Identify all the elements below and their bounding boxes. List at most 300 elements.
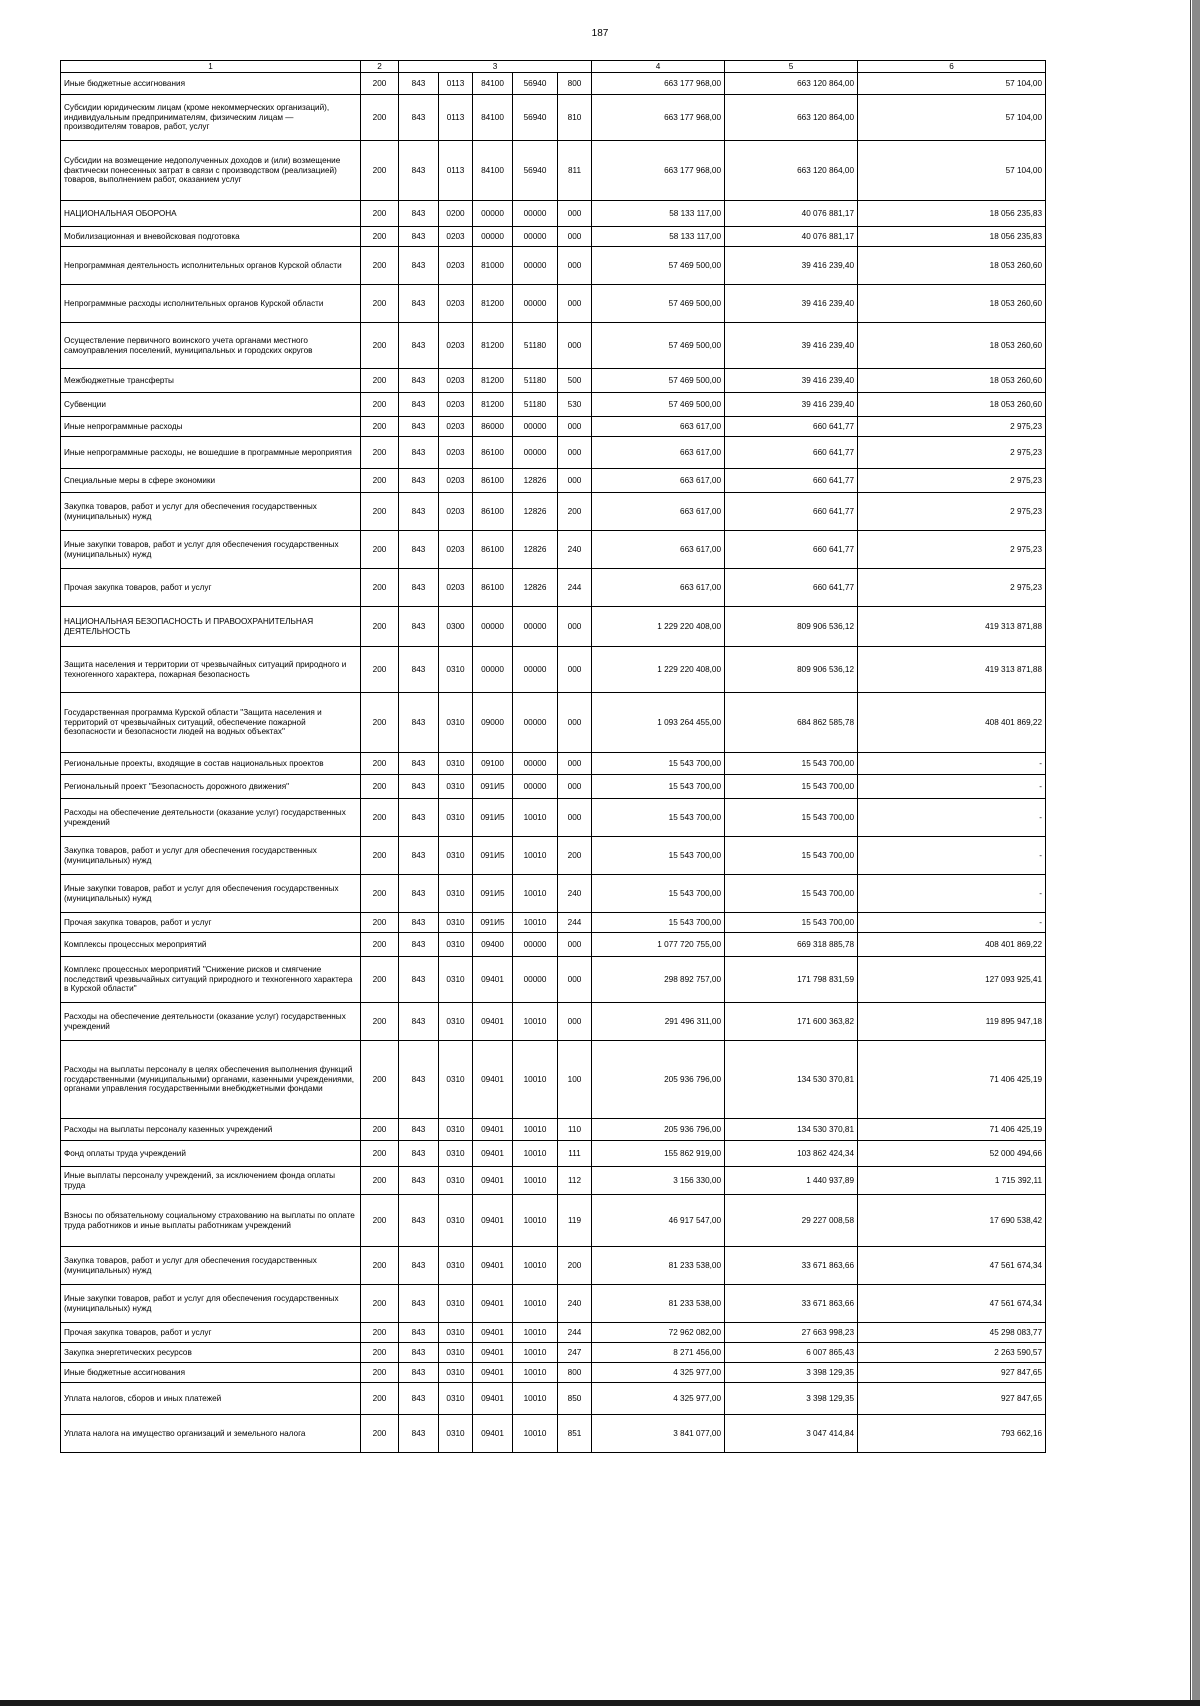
cell-v5: 663 120 864,00 xyxy=(725,73,858,95)
header-col-4: 4 xyxy=(592,61,725,73)
cell-ved: 843 xyxy=(399,1247,439,1285)
cell-rz: 0310 xyxy=(439,875,473,913)
cell-name: Специальные меры в сфере экономики xyxy=(61,469,361,493)
cell-cs1: 091И5 xyxy=(473,799,513,837)
cell-ved: 843 xyxy=(399,201,439,227)
cell-cs2: 10010 xyxy=(513,1383,558,1415)
cell-name: Субсидии юридическим лицам (кроме некоммерческих организаций), индивидуальным предпринимателям, физическим лицам — производителям товаров, работ, услуг xyxy=(61,95,361,141)
cell-rz: 0310 xyxy=(439,1415,473,1453)
cell-name: Осуществление первичного воинского учета органами местного самоуправления поселений, муниципальных и городских округов xyxy=(61,323,361,369)
cell-v5: 103 862 424,34 xyxy=(725,1141,858,1167)
cell-v6: 52 000 494,66 xyxy=(858,1141,1046,1167)
cell-c2: 200 xyxy=(361,1119,399,1141)
cell-v6: 47 561 674,34 xyxy=(858,1285,1046,1323)
cell-v4: 1 077 720 755,00 xyxy=(592,933,725,957)
cell-c2: 200 xyxy=(361,569,399,607)
cell-cs2: 10010 xyxy=(513,837,558,875)
table-row xyxy=(61,393,1046,417)
cell-vr: 244 xyxy=(558,569,592,607)
cell-v6: 419 313 871,88 xyxy=(858,607,1046,647)
cell-rz: 0203 xyxy=(439,323,473,369)
table-row xyxy=(61,647,1046,693)
cell-v4: 663 617,00 xyxy=(592,437,725,469)
cell-v5: 40 076 881,17 xyxy=(725,201,858,227)
cell-ved: 843 xyxy=(399,323,439,369)
cell-v6: 2 975,23 xyxy=(858,569,1046,607)
table-row xyxy=(61,753,1046,775)
cell-vr: 200 xyxy=(558,1247,592,1285)
table-row xyxy=(61,1415,1046,1453)
cell-v5: 660 641,77 xyxy=(725,437,858,469)
cell-c2: 200 xyxy=(361,837,399,875)
cell-vr: 200 xyxy=(558,837,592,875)
cell-ved: 843 xyxy=(399,493,439,531)
cell-v6: 127 093 925,41 xyxy=(858,957,1046,1003)
cell-vr: 240 xyxy=(558,531,592,569)
cell-cs1: 84100 xyxy=(473,73,513,95)
cell-v4: 3 156 330,00 xyxy=(592,1167,725,1195)
cell-cs1: 00000 xyxy=(473,647,513,693)
cell-v5: 15 543 700,00 xyxy=(725,875,858,913)
cell-c2: 200 xyxy=(361,1247,399,1285)
cell-cs2: 10010 xyxy=(513,1323,558,1343)
cell-v6: 17 690 538,42 xyxy=(858,1195,1046,1247)
cell-v6: - xyxy=(858,753,1046,775)
cell-v6: 2 975,23 xyxy=(858,531,1046,569)
cell-cs1: 09401 xyxy=(473,1343,513,1363)
cell-v5: 171 798 831,59 xyxy=(725,957,858,1003)
cell-v4: 72 962 082,00 xyxy=(592,1323,725,1343)
scan-edge-bar xyxy=(1192,0,1200,1706)
cell-v4: 57 469 500,00 xyxy=(592,323,725,369)
cell-rz: 0310 xyxy=(439,1247,473,1285)
cell-cs1: 86000 xyxy=(473,417,513,437)
cell-ved: 843 xyxy=(399,607,439,647)
cell-v4: 57 469 500,00 xyxy=(592,247,725,285)
cell-v5: 33 671 863,66 xyxy=(725,1285,858,1323)
cell-cs2: 00000 xyxy=(513,227,558,247)
table-row xyxy=(61,531,1046,569)
cell-v4: 155 862 919,00 xyxy=(592,1141,725,1167)
cell-v4: 3 841 077,00 xyxy=(592,1415,725,1453)
cell-cs1: 00000 xyxy=(473,607,513,647)
cell-v5: 660 641,77 xyxy=(725,531,858,569)
cell-c2: 200 xyxy=(361,531,399,569)
cell-name: Расходы на обеспечение деятельности (оказание услуг) государственных учреждений xyxy=(61,1003,361,1041)
cell-ved: 843 xyxy=(399,1119,439,1141)
cell-name: Закупка товаров, работ и услуг для обеспечения государственных (муниципальных) нужд xyxy=(61,493,361,531)
cell-rz: 0310 xyxy=(439,1363,473,1383)
table-row xyxy=(61,569,1046,607)
cell-ved: 843 xyxy=(399,1285,439,1323)
cell-cs2: 00000 xyxy=(513,417,558,437)
cell-v5: 15 543 700,00 xyxy=(725,775,858,799)
cell-cs2: 00000 xyxy=(513,933,558,957)
cell-cs2: 00000 xyxy=(513,437,558,469)
cell-v4: 15 543 700,00 xyxy=(592,913,725,933)
table-row xyxy=(61,417,1046,437)
cell-cs1: 81200 xyxy=(473,393,513,417)
cell-name: Иные непрограммные расходы, не вошедшие в программные мероприятия xyxy=(61,437,361,469)
cell-v5: 15 543 700,00 xyxy=(725,753,858,775)
cell-v6: 2 975,23 xyxy=(858,417,1046,437)
cell-c2: 200 xyxy=(361,933,399,957)
table-row xyxy=(61,775,1046,799)
cell-cs2: 00000 xyxy=(513,285,558,323)
cell-v5: 663 120 864,00 xyxy=(725,141,858,201)
table-row xyxy=(61,1141,1046,1167)
cell-cs2: 00000 xyxy=(513,607,558,647)
table-row xyxy=(61,837,1046,875)
cell-ved: 843 xyxy=(399,141,439,201)
cell-ved: 843 xyxy=(399,693,439,753)
cell-name: Прочая закупка товаров, работ и услуг xyxy=(61,1323,361,1343)
cell-v5: 3 047 414,84 xyxy=(725,1415,858,1453)
cell-rz: 0113 xyxy=(439,141,473,201)
cell-cs2: 10010 xyxy=(513,1285,558,1323)
cell-cs1: 86100 xyxy=(473,437,513,469)
cell-cs1: 09401 xyxy=(473,1247,513,1285)
table-row xyxy=(61,875,1046,913)
cell-rz: 0310 xyxy=(439,1141,473,1167)
cell-cs2: 10010 xyxy=(513,1003,558,1041)
header-col-2: 2 xyxy=(361,61,399,73)
cell-vr: 244 xyxy=(558,913,592,933)
cell-cs1: 091И5 xyxy=(473,913,513,933)
cell-ved: 843 xyxy=(399,933,439,957)
cell-ved: 843 xyxy=(399,95,439,141)
cell-vr: 800 xyxy=(558,73,592,95)
cell-cs2: 12826 xyxy=(513,469,558,493)
table-row xyxy=(61,1285,1046,1323)
cell-cs2: 00000 xyxy=(513,693,558,753)
cell-v5: 15 543 700,00 xyxy=(725,913,858,933)
cell-v6: - xyxy=(858,875,1046,913)
cell-c2: 200 xyxy=(361,493,399,531)
table-row xyxy=(61,285,1046,323)
cell-rz: 0203 xyxy=(439,569,473,607)
cell-name: Региональный проект "Безопасность дорожного движения" xyxy=(61,775,361,799)
table-row xyxy=(61,73,1046,95)
cell-v6: - xyxy=(858,775,1046,799)
cell-v6: 18 056 235,83 xyxy=(858,227,1046,247)
cell-cs1: 09401 xyxy=(473,1323,513,1343)
cell-v5: 669 318 885,78 xyxy=(725,933,858,957)
cell-rz: 0310 xyxy=(439,1195,473,1247)
cell-v4: 4 325 977,00 xyxy=(592,1363,725,1383)
cell-c2: 200 xyxy=(361,469,399,493)
cell-cs2: 12826 xyxy=(513,531,558,569)
cell-cs1: 81200 xyxy=(473,323,513,369)
cell-ved: 843 xyxy=(399,1323,439,1343)
cell-v6: 71 406 425,19 xyxy=(858,1119,1046,1141)
cell-cs1: 091И5 xyxy=(473,875,513,913)
cell-name: Закупка товаров, работ и услуг для обеспечения государственных (муниципальных) нужд xyxy=(61,1247,361,1285)
table-row xyxy=(61,957,1046,1003)
cell-c2: 200 xyxy=(361,323,399,369)
cell-ved: 843 xyxy=(399,227,439,247)
cell-rz: 0310 xyxy=(439,1119,473,1141)
cell-vr: 110 xyxy=(558,1119,592,1141)
cell-v4: 663 177 968,00 xyxy=(592,95,725,141)
cell-c2: 200 xyxy=(361,1343,399,1363)
cell-v4: 205 936 796,00 xyxy=(592,1041,725,1119)
cell-v5: 15 543 700,00 xyxy=(725,837,858,875)
cell-v4: 663 617,00 xyxy=(592,569,725,607)
cell-rz: 0310 xyxy=(439,1383,473,1415)
cell-ved: 843 xyxy=(399,875,439,913)
cell-c2: 200 xyxy=(361,1285,399,1323)
cell-v4: 1 093 264 455,00 xyxy=(592,693,725,753)
table-row xyxy=(61,369,1046,393)
cell-cs2: 10010 xyxy=(513,1415,558,1453)
cell-cs1: 86100 xyxy=(473,493,513,531)
cell-c2: 200 xyxy=(361,753,399,775)
cell-v6: 57 104,00 xyxy=(858,141,1046,201)
cell-cs2: 56940 xyxy=(513,141,558,201)
table-row xyxy=(61,469,1046,493)
cell-cs2: 56940 xyxy=(513,73,558,95)
table-row xyxy=(61,95,1046,141)
cell-c2: 200 xyxy=(361,775,399,799)
cell-v6: 119 895 947,18 xyxy=(858,1003,1046,1041)
table-row xyxy=(61,1383,1046,1415)
cell-v6: 18 053 260,60 xyxy=(858,393,1046,417)
cell-rz: 0310 xyxy=(439,1323,473,1343)
cell-rz: 0310 xyxy=(439,1003,473,1041)
cell-rz: 0203 xyxy=(439,227,473,247)
cell-v5: 3 398 129,35 xyxy=(725,1363,858,1383)
cell-rz: 0203 xyxy=(439,247,473,285)
cell-v6: 71 406 425,19 xyxy=(858,1041,1046,1119)
table-row xyxy=(61,227,1046,247)
cell-v4: 58 133 117,00 xyxy=(592,201,725,227)
cell-cs1: 81200 xyxy=(473,369,513,393)
cell-rz: 0310 xyxy=(439,913,473,933)
cell-rz: 0310 xyxy=(439,647,473,693)
cell-rz: 0300 xyxy=(439,607,473,647)
cell-cs1: 09401 xyxy=(473,1415,513,1453)
cell-ved: 843 xyxy=(399,437,439,469)
cell-v5: 40 076 881,17 xyxy=(725,227,858,247)
cell-v5: 33 671 863,66 xyxy=(725,1247,858,1285)
table-row xyxy=(61,1363,1046,1383)
cell-cs2: 10010 xyxy=(513,1363,558,1383)
cell-v6: 47 561 674,34 xyxy=(858,1247,1046,1285)
cell-v6: 18 053 260,60 xyxy=(858,285,1046,323)
cell-name: Иные выплаты персоналу учреждений, за исключением фонда оплаты труда xyxy=(61,1167,361,1195)
cell-c2: 200 xyxy=(361,1323,399,1343)
cell-cs2: 10010 xyxy=(513,1247,558,1285)
cell-v5: 660 641,77 xyxy=(725,493,858,531)
cell-name: Иные закупки товаров, работ и услуг для обеспечения государственных (муниципальных) нужд xyxy=(61,531,361,569)
cell-c2: 200 xyxy=(361,799,399,837)
cell-cs1: 84100 xyxy=(473,95,513,141)
cell-rz: 0113 xyxy=(439,73,473,95)
cell-cs1: 81200 xyxy=(473,285,513,323)
cell-vr: 000 xyxy=(558,1003,592,1041)
table-row xyxy=(61,607,1046,647)
cell-vr: 247 xyxy=(558,1343,592,1363)
cell-c2: 200 xyxy=(361,369,399,393)
cell-cs1: 091И5 xyxy=(473,837,513,875)
cell-rz: 0203 xyxy=(439,531,473,569)
cell-c2: 200 xyxy=(361,1167,399,1195)
cell-vr: 240 xyxy=(558,875,592,913)
cell-ved: 843 xyxy=(399,1195,439,1247)
cell-v4: 663 617,00 xyxy=(592,531,725,569)
cell-cs2: 10010 xyxy=(513,913,558,933)
cell-name: Расходы на выплаты персоналу казенных учреждений xyxy=(61,1119,361,1141)
cell-c2: 200 xyxy=(361,1363,399,1383)
cell-rz: 0310 xyxy=(439,753,473,775)
cell-c2: 200 xyxy=(361,693,399,753)
cell-vr: 119 xyxy=(558,1195,592,1247)
cell-ved: 843 xyxy=(399,73,439,95)
cell-name: Государственная программа Курской области "Защита населения и территорий от чрезвычайных ситуаций, обеспечение пожарной безопасности и безопасности людей на водных объектах" xyxy=(61,693,361,753)
cell-c2: 200 xyxy=(361,1195,399,1247)
cell-rz: 0113 xyxy=(439,95,473,141)
cell-vr: 000 xyxy=(558,201,592,227)
cell-v4: 15 543 700,00 xyxy=(592,875,725,913)
cell-cs2: 56940 xyxy=(513,95,558,141)
table-row xyxy=(61,1167,1046,1195)
cell-vr: 244 xyxy=(558,1323,592,1343)
cell-ved: 843 xyxy=(399,393,439,417)
cell-v6: 45 298 083,77 xyxy=(858,1323,1046,1343)
cell-vr: 851 xyxy=(558,1415,592,1453)
cell-v5: 809 906 536,12 xyxy=(725,647,858,693)
cell-c2: 200 xyxy=(361,95,399,141)
cell-v6: 57 104,00 xyxy=(858,73,1046,95)
cell-v4: 4 325 977,00 xyxy=(592,1383,725,1415)
cell-cs2: 00000 xyxy=(513,753,558,775)
cell-v6: - xyxy=(858,799,1046,837)
cell-vr: 000 xyxy=(558,933,592,957)
cell-c2: 200 xyxy=(361,1415,399,1453)
cell-cs2: 51180 xyxy=(513,323,558,369)
cell-name: Иные непрограммные расходы xyxy=(61,417,361,437)
cell-v6: 18 053 260,60 xyxy=(858,323,1046,369)
table-row xyxy=(61,933,1046,957)
cell-v5: 39 416 239,40 xyxy=(725,285,858,323)
cell-v6: 2 263 590,57 xyxy=(858,1343,1046,1363)
cell-c2: 200 xyxy=(361,1141,399,1167)
cell-name: Закупка энергетических ресурсов xyxy=(61,1343,361,1363)
cell-name: НАЦИОНАЛЬНАЯ ОБОРОНА xyxy=(61,201,361,227)
cell-cs2: 10010 xyxy=(513,875,558,913)
cell-ved: 843 xyxy=(399,957,439,1003)
cell-vr: 000 xyxy=(558,285,592,323)
cell-v5: 15 543 700,00 xyxy=(725,799,858,837)
cell-v5: 660 641,77 xyxy=(725,469,858,493)
cell-v4: 46 917 547,00 xyxy=(592,1195,725,1247)
table-row xyxy=(61,693,1046,753)
cell-v4: 15 543 700,00 xyxy=(592,837,725,875)
cell-vr: 000 xyxy=(558,247,592,285)
cell-rz: 0203 xyxy=(439,369,473,393)
scan-bottom-bar xyxy=(0,1700,1200,1706)
cell-c2: 200 xyxy=(361,607,399,647)
cell-v4: 57 469 500,00 xyxy=(592,285,725,323)
cell-cs1: 091И5 xyxy=(473,775,513,799)
cell-vr: 000 xyxy=(558,417,592,437)
cell-cs1: 09401 xyxy=(473,1119,513,1141)
cell-vr: 850 xyxy=(558,1383,592,1415)
table-row xyxy=(61,1119,1046,1141)
cell-ved: 843 xyxy=(399,417,439,437)
cell-cs2: 00000 xyxy=(513,247,558,285)
cell-name: Уплата налога на имущество организаций и земельного налога xyxy=(61,1415,361,1453)
cell-cs2: 10010 xyxy=(513,1343,558,1363)
cell-vr: 000 xyxy=(558,957,592,1003)
cell-name: Взносы по обязательному социальному страхованию на выплаты по оплате труда работников и иные выплаты работникам учреждений xyxy=(61,1195,361,1247)
cell-ved: 843 xyxy=(399,1383,439,1415)
cell-name: Непрограммные расходы исполнительных органов Курской области xyxy=(61,285,361,323)
cell-v4: 81 233 538,00 xyxy=(592,1285,725,1323)
table-row xyxy=(61,1323,1046,1343)
cell-name: Иные закупки товаров, работ и услуг для обеспечения государственных (муниципальных) нужд xyxy=(61,875,361,913)
cell-v6: 18 056 235,83 xyxy=(858,201,1046,227)
cell-c2: 200 xyxy=(361,875,399,913)
cell-vr: 000 xyxy=(558,227,592,247)
cell-v4: 663 177 968,00 xyxy=(592,73,725,95)
cell-v5: 171 600 363,82 xyxy=(725,1003,858,1041)
cell-name: Расходы на обеспечение деятельности (оказание услуг) государственных учреждений xyxy=(61,799,361,837)
cell-name: Расходы на выплаты персоналу в целях обеспечения выполнения функций государственными (муниципальными) органами, казенными учреждениями, органами управления государственными внебюджетными фондами xyxy=(61,1041,361,1119)
cell-v4: 8 271 456,00 xyxy=(592,1343,725,1363)
cell-v4: 15 543 700,00 xyxy=(592,799,725,837)
cell-v5: 3 398 129,35 xyxy=(725,1383,858,1415)
cell-v5: 134 530 370,81 xyxy=(725,1041,858,1119)
cell-v6: 2 975,23 xyxy=(858,437,1046,469)
cell-c2: 200 xyxy=(361,1383,399,1415)
cell-cs1: 09400 xyxy=(473,933,513,957)
cell-name: Прочая закупка товаров, работ и услуг xyxy=(61,913,361,933)
header-row xyxy=(61,61,1046,73)
cell-vr: 000 xyxy=(558,607,592,647)
cell-cs2: 51180 xyxy=(513,393,558,417)
cell-name: Закупка товаров, работ и услуг для обеспечения государственных (муниципальных) нужд xyxy=(61,837,361,875)
cell-v4: 663 617,00 xyxy=(592,417,725,437)
cell-rz: 0310 xyxy=(439,1041,473,1119)
cell-v4: 15 543 700,00 xyxy=(592,775,725,799)
cell-ved: 843 xyxy=(399,1415,439,1453)
cell-cs1: 09000 xyxy=(473,693,513,753)
cell-c2: 200 xyxy=(361,247,399,285)
cell-vr: 000 xyxy=(558,469,592,493)
cell-rz: 0310 xyxy=(439,1285,473,1323)
header-col-3: 3 xyxy=(399,61,592,73)
cell-c2: 200 xyxy=(361,647,399,693)
table-row xyxy=(61,141,1046,201)
scan-edge-line xyxy=(1190,0,1191,1706)
header-col-1: 1 xyxy=(61,61,361,73)
cell-cs2: 12826 xyxy=(513,569,558,607)
cell-v5: 39 416 239,40 xyxy=(725,393,858,417)
table-body xyxy=(61,73,1046,1453)
cell-ved: 843 xyxy=(399,569,439,607)
cell-name: Фонд оплаты труда учреждений xyxy=(61,1141,361,1167)
cell-name: Комплексы процессных мероприятий xyxy=(61,933,361,957)
cell-cs1: 09401 xyxy=(473,1285,513,1323)
cell-ved: 843 xyxy=(399,753,439,775)
cell-v4: 663 617,00 xyxy=(592,493,725,531)
cell-name: Региональные проекты, входящие в состав национальных проектов xyxy=(61,753,361,775)
table-row xyxy=(61,1247,1046,1285)
cell-c2: 200 xyxy=(361,957,399,1003)
cell-ved: 843 xyxy=(399,775,439,799)
